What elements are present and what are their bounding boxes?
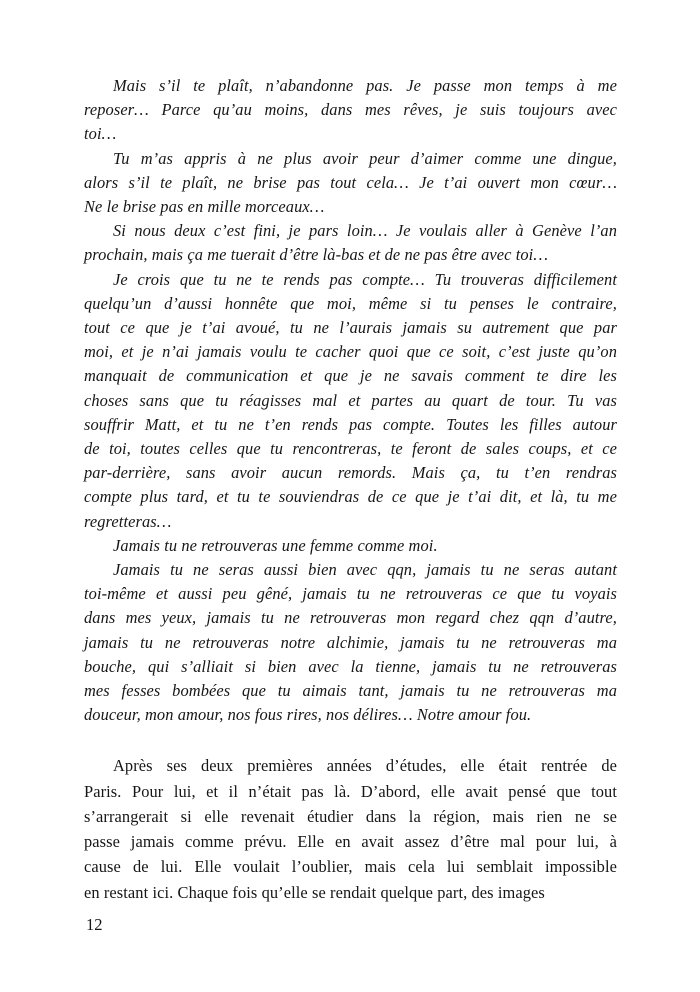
text-line: Jamais tu ne retrouveras une femme comme moi. xyxy=(113,535,438,555)
paragraph xyxy=(84,147,617,220)
text-line: alors s’il te plaît, ne brise pas tout cela… Je t’ai ouvert mon cœur… xyxy=(84,172,617,192)
paragraph xyxy=(84,558,617,727)
paragraph xyxy=(84,753,617,904)
text-block xyxy=(84,74,617,905)
text-line: prochain, mais ça me tuerait d’être là-bas et de ne pas être avec toi… xyxy=(84,245,549,265)
paragraph xyxy=(84,268,617,534)
page-number: 12 xyxy=(86,915,103,934)
text-line: moi, et je n’ai jamais voulu te cacher quoi que ce soit, c’est juste qu’on xyxy=(84,342,617,362)
paragraph xyxy=(84,534,617,558)
text-line: s’arrangerait si elle revenait étudier dans la région, mais rien ne se xyxy=(84,806,617,826)
text-line: toi-même et aussi peu gêné, jamais tu ne retrouveras ce que tu voyais xyxy=(84,584,617,604)
text-line: Paris. Pour lui, et il n’était pas là. D’abord, elle avait pensé que tout xyxy=(84,781,617,801)
text-line: mes fesses bombées que tu aimais tant, jamais tu ne retrouveras ma xyxy=(84,681,617,701)
text-line: douceur, mon amour, nos fous rires, nos délires… Notre amour fou. xyxy=(84,705,532,725)
text-line: quelqu’un d’aussi honnête que moi, même si tu penses le contraire, xyxy=(84,293,617,313)
text-line: Mais s’il te plaît, n’abandonne pas. Je passe mon temps à me xyxy=(113,76,617,95)
text-line: bouche, qui s’alliait si bien avec la tienne, jamais tu ne retrouveras xyxy=(84,656,617,676)
text-line: tout ce que je t’ai avoué, tu ne l’aurais jamais su autrement que par xyxy=(84,318,617,338)
text-line: Ne le brise pas en mille morceaux… xyxy=(84,197,325,217)
text-line: passe jamais comme prévu. Elle en avait assez d’être mal pour lui, à xyxy=(84,832,617,852)
text-line: dans mes yeux, jamais tu ne retrouveras mon regard chez qqn d’autre, xyxy=(84,608,617,628)
paragraph xyxy=(84,74,617,147)
text-line: toi… xyxy=(84,124,117,144)
text-line: Si nous deux c’est fini, je pars loin… Je voulais aller à Genève l’an xyxy=(113,221,617,241)
text-line: Après ses deux premières années d’études, elle était rentrée de xyxy=(113,756,617,776)
paragraph xyxy=(84,219,617,267)
text-line: Je crois que tu ne te rends pas compte… Tu trouveras difficilement xyxy=(113,269,617,289)
text-line: par-derrière, sans avoir aucun remords. Mais ça, tu t’en rendras xyxy=(84,463,617,483)
text-line: compte plus tard, et tu te souviendras de ce que je t’ai dit, et là, tu me xyxy=(84,487,617,507)
text-line: Tu m’as appris à ne plus avoir peur d’aimer comme une dingue, xyxy=(113,148,617,168)
text-line: cause de lui. Elle voulait l’oublier, mais cela lui semblait impossible xyxy=(84,857,617,877)
text-line: regretteras… xyxy=(84,511,172,531)
text-line: de toi, toutes celles que tu rencontreras, te feront de sales coups, et ce xyxy=(84,439,617,459)
text-line: manquait de communication et que je ne savais comment te dire les xyxy=(84,366,617,386)
text-line: jamais tu ne retrouveras notre alchimie, jamais tu ne retrouveras ma xyxy=(84,632,617,652)
text-line: en restant ici. Chaque fois qu’elle se rendait quelque part, des images xyxy=(84,882,545,902)
text-line: choses sans que tu réagisses mal et partes au quart de tour. Tu vas xyxy=(84,390,617,410)
text-line: Jamais tu ne seras aussi bien avec qqn, jamais tu ne seras autant xyxy=(113,560,617,580)
text-line: reposer… Parce qu’au moins, dans mes rêves, je suis toujours avec xyxy=(84,100,617,120)
text-line: souffrir Matt, et tu ne t’en rends pas compte. Toutes les filles autour xyxy=(84,414,617,434)
